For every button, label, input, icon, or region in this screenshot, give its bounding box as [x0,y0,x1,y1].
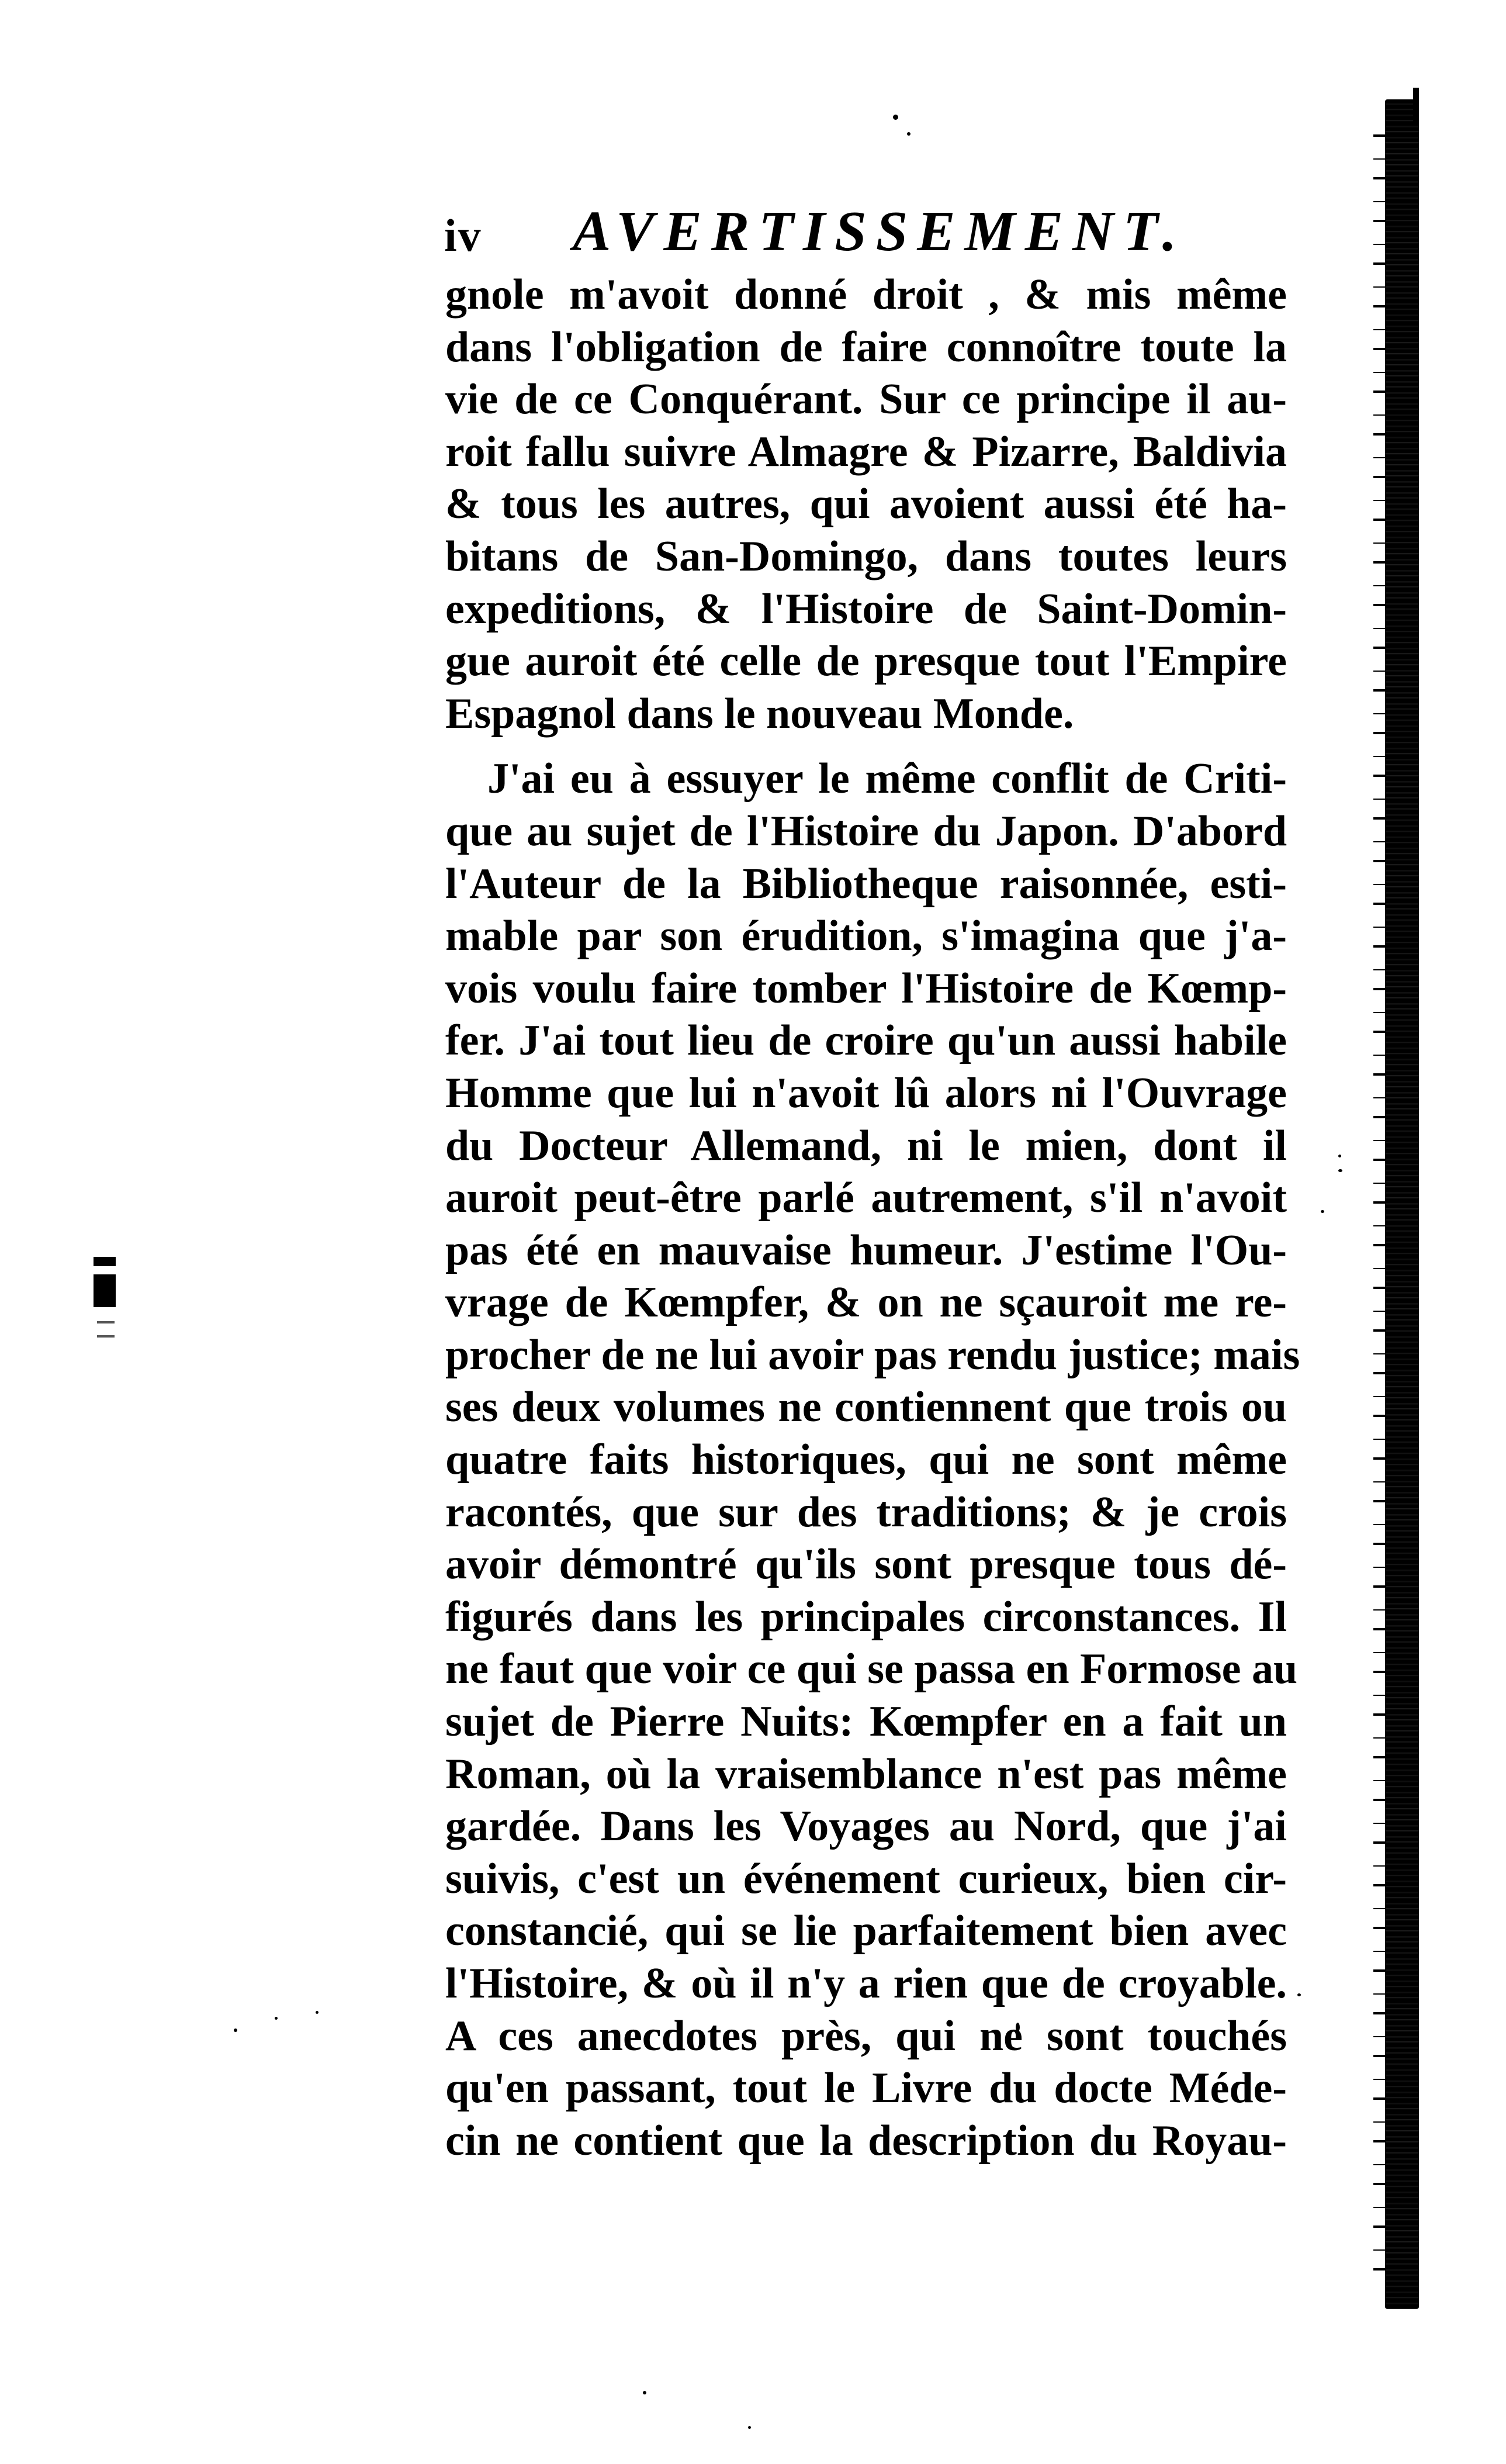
text-line: l'Histoire, & où il n'y a rien que de croyable. [445,1960,1287,2007]
page-number: iv [444,210,482,261]
text-line: racontés, que sur des traditions; & je crois [445,1488,1287,1536]
text-line: ne faut que voir ce qui se passa en Formose au [445,1645,1298,1694]
text-line: vois voulu faire tomber l'Histoire de Kœmp- [445,964,1287,1012]
text-line: bitans de San-Domingo, dans toutes leurs [445,532,1287,580]
text-line: A ces anecdotes près, qui ne sont touchés [445,2012,1287,2060]
text-line: mable par son érudition, s'imagina que j'a- [445,912,1287,960]
text-line: quatre faits historiques, qui ne sont même [445,1436,1287,1484]
running-title: AVERTISSEMENT. [573,200,1186,263]
binding-edge-noise [1373,117,1386,2280]
margin-marks [94,1257,117,1350]
body-text [445,269,1300,2167]
text-line: & tous les autres, qui avoient aussi été ha- [445,480,1287,528]
scan-speck [1338,1155,1341,1157]
text-line: sujet de Pierre Nuits: Kœmpfer en a fait un [445,1698,1287,1746]
margin-mark [97,1321,115,1323]
scan-speck [907,132,910,136]
text-line: figurés dans les principales circonstances. Il [445,1592,1287,1641]
text-line: vie de ce Conquérant. Sur ce principe il au- [445,375,1287,424]
text-line: suivis, c'est un événement curieux, bien cir- [445,1854,1287,1903]
scan-speck [1297,1993,1301,1996]
running-head [444,199,1286,269]
text-line: gue auroit été celle de presque tout l'Empire [445,637,1287,686]
scan-speck [893,115,898,120]
text-line: Homme que lui n'avoit lû alors ni l'Ouvrage [445,1069,1287,1117]
margin-mark [97,1335,115,1338]
scan-speck [316,2011,318,2014]
scan-speck [1338,1169,1342,1172]
text-line: expeditions, & l'Histoire de Saint-Domin- [445,585,1287,633]
text-line: vrage de Kœmpfer, & on ne sçauroit me re- [445,1278,1287,1327]
text-line: Roman, où la vraisemblance n'est pas même [445,1750,1287,1798]
text-line: procher de ne lui avoir pas rendu justice; mais [445,1331,1300,1379]
scan-speck [1321,1210,1324,1213]
scan-speck [643,2391,646,2394]
text-line: gardée. Dans les Voyages au Nord, que j'ai [445,1802,1287,1851]
text-line: pas été en mauvaise humeur. J'estime l'Ou- [445,1226,1287,1274]
scan-speck [748,2426,751,2429]
text-line: Espagnol dans le nouveau Monde. [445,689,1074,738]
margin-mark [94,1274,116,1307]
paragraph [445,753,1300,2167]
text-line: cin ne contient que la description du Royau- [445,2116,1287,2165]
text-line: J'ai eu à essuyer le même conflit de Criti- [487,755,1287,803]
text-line: l'Auteur de la Bibliotheque raisonnée, esti- [445,859,1287,908]
text-line: ses deux volumes ne contiennent que trois ou [445,1383,1287,1432]
text-line: qu'en passant, tout le Livre du docte Méde- [445,2064,1287,2113]
text-line: gnole m'avoit donné droit , & mis même [445,271,1287,319]
text-line: roit fallu suivre Almagre & Pizarre, Baldivia [445,427,1287,476]
text-line: fer. J'ai tout lieu de croire qu'un aussi habile [445,1017,1287,1065]
text-line: avoir démontré qu'ils sont presque tous dé- [445,1540,1287,1589]
edge-tab-mark [1413,88,1419,123]
scan-speck [275,2017,278,2020]
paragraph [445,269,1287,740]
text-line: dans l'obligation de faire connoître toute la [445,323,1287,371]
text-line: que au sujet de l'Histoire du Japon. D'abord [445,807,1287,855]
margin-mark [94,1257,116,1266]
binding-edge-shadow [1385,99,1419,2309]
text-line: du Docteur Allemand, ni le mien, dont il [445,1121,1287,1170]
text-line: constancié, qui se lie parfaitement bien avec [445,1907,1287,1955]
scan-speck [234,2028,237,2032]
text-line: auroit peut-être parlé autrement, s'il n'avoit [445,1174,1287,1222]
